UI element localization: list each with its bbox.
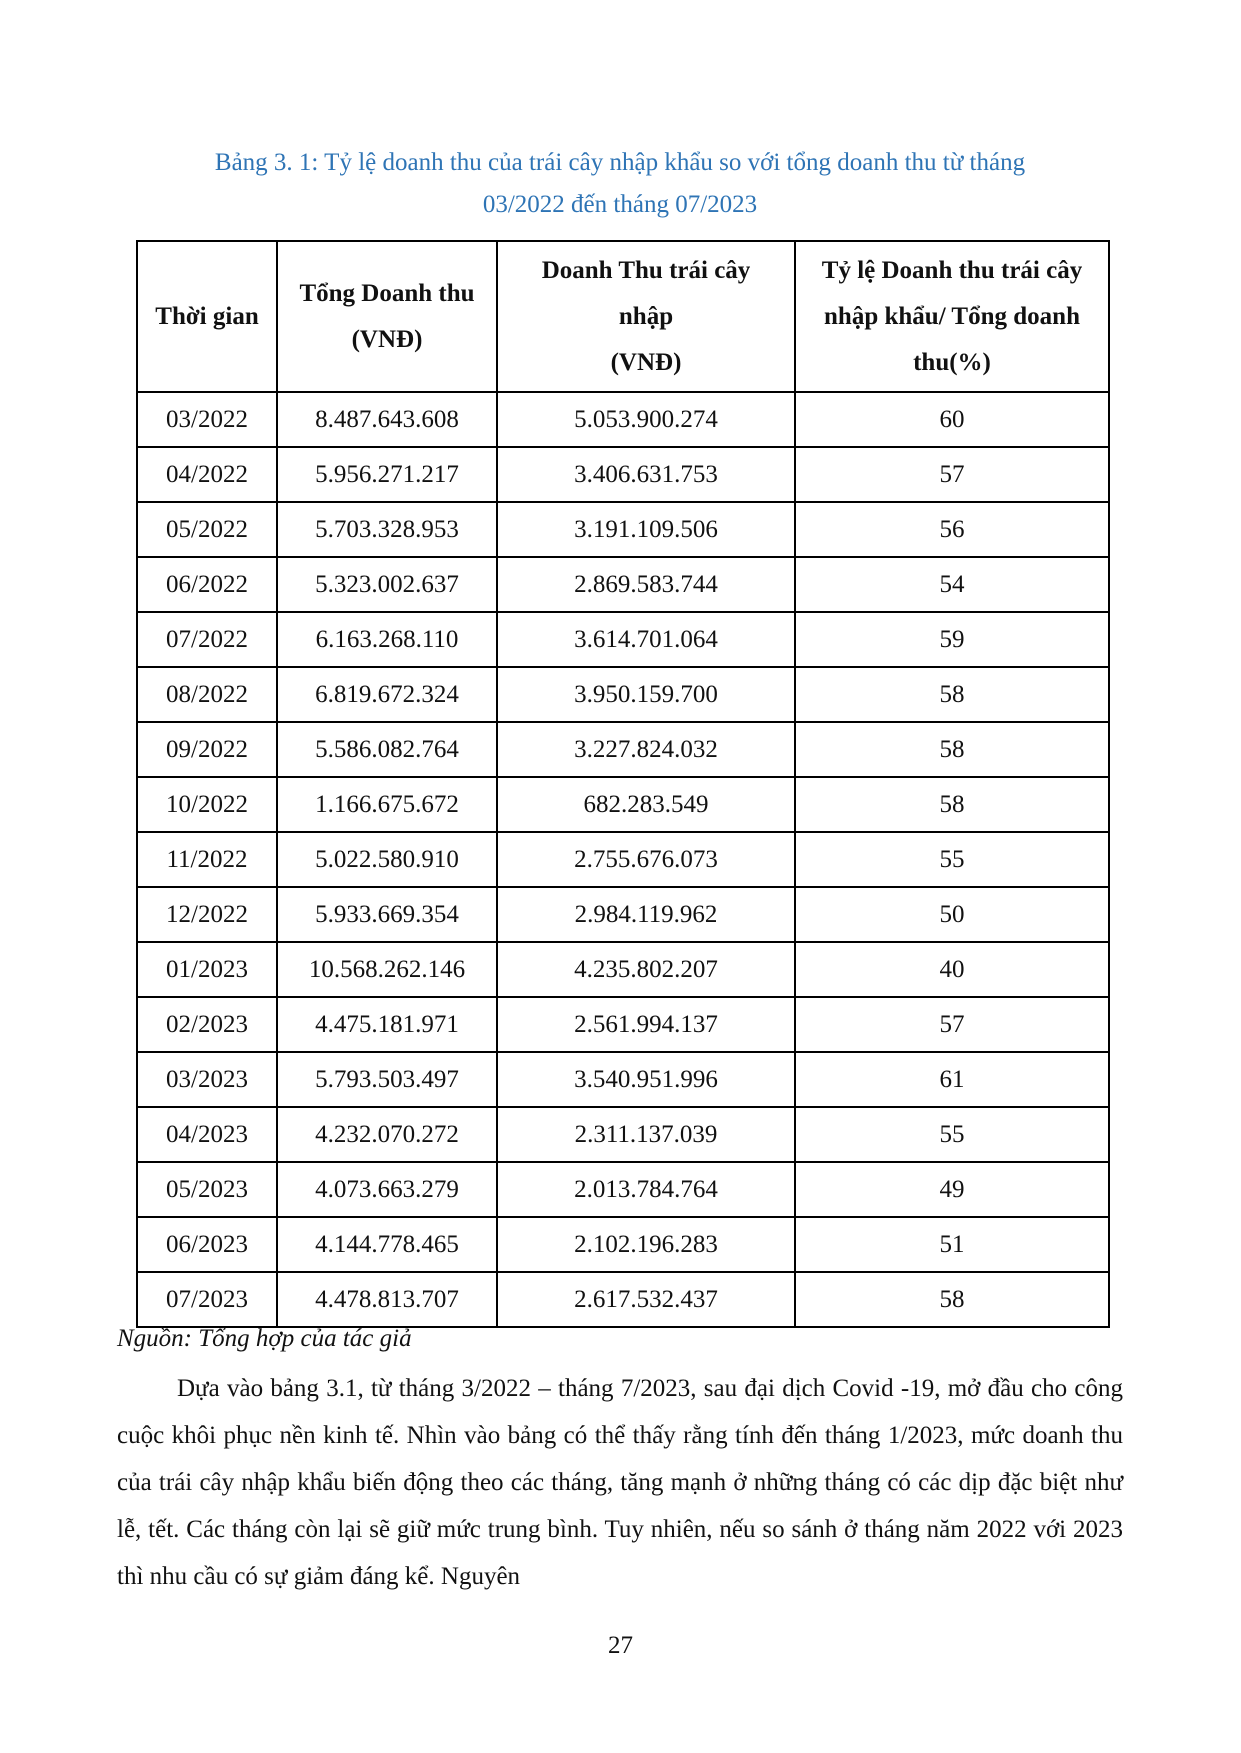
cell-fruit-revenue: 2.102.196.283 [497,1217,795,1272]
cell-time: 03/2023 [137,1052,277,1107]
caption-line-2: 03/2022 đến tháng 07/2023 [482,191,758,218]
cell-time: 10/2022 [137,777,277,832]
table-row [137,1272,1109,1327]
header-total-line-2: (VNĐ) [351,325,423,353]
table-row [137,502,1109,557]
cell-fruit-revenue: 682.283.549 [497,777,795,832]
cell-fruit-revenue: 2.617.532.437 [497,1272,795,1327]
header-ratio-line-3: thu(%) [913,348,991,376]
caption-line-1: Bảng 3. 1: Tỷ lệ doanh thu của trái cây nhập khẩu so với tổng doanh thu từ tháng [214,149,1026,176]
cell-time: 03/2022 [137,392,277,447]
cell-total-revenue: 6.819.672.324 [277,667,497,722]
cell-ratio: 51 [795,1217,1109,1272]
table-caption [120,142,1120,226]
cell-time: 06/2023 [137,1217,277,1272]
cell-time: 12/2022 [137,887,277,942]
cell-total-revenue: 4.073.663.279 [277,1162,497,1217]
header-ratio [795,241,1109,392]
header-fruit-line-2: nhập [618,302,674,330]
table-header-row [137,241,1109,392]
cell-ratio: 60 [795,392,1109,447]
cell-ratio: 58 [795,667,1109,722]
table-row [137,1217,1109,1272]
table-row [137,777,1109,832]
table-row [137,997,1109,1052]
cell-total-revenue: 5.793.503.497 [277,1052,497,1107]
cell-time: 07/2023 [137,1272,277,1327]
body-paragraph: Dựa vào bảng 3.1, từ tháng 3/2022 – tháng 7/2023, sau đại dịch Covid -19, mở đầu cho công cuộc khôi phục nền kinh tế. Nhìn vào bảng có thể thấy rằng tính đến tháng 1/2023, mức doanh thu của trái cây nhập khẩu biến động theo các tháng, tăng mạnh ở những tháng có các dịp đặc biệt như lễ, tết. Các tháng còn lại sẽ giữ mức trung bình. Tuy nhiên, nếu so sánh ở tháng năm 2022 với 2023 thì nhu cầu có sự giảm đáng kể. Nguyên [117,1375,1123,1590]
cell-total-revenue: 4.478.813.707 [277,1272,497,1327]
cell-ratio: 40 [795,942,1109,997]
header-total-revenue [277,241,497,392]
cell-fruit-revenue: 3.540.951.996 [497,1052,795,1107]
cell-time: 02/2023 [137,997,277,1052]
cell-total-revenue: 10.568.262.146 [277,942,497,997]
cell-total-revenue: 5.703.328.953 [277,502,497,557]
cell-time: 01/2023 [137,942,277,997]
cell-fruit-revenue: 2.869.583.744 [497,557,795,612]
cell-ratio: 57 [795,447,1109,502]
source-note: Nguồn: Tổng hợp của tác giả [117,1325,412,1352]
table-row [137,722,1109,777]
cell-ratio: 58 [795,1272,1109,1327]
header-time [137,241,277,392]
table-row [137,667,1109,722]
cell-fruit-revenue: 3.227.824.032 [497,722,795,777]
header-fruit-line-1: Doanh Thu trái cây [541,256,751,284]
cell-fruit-revenue: 3.950.159.700 [497,667,795,722]
table-row [137,557,1109,612]
table-row [137,1162,1109,1217]
cell-ratio: 55 [795,1107,1109,1162]
table-row [137,1052,1109,1107]
header-time-label: Thời gian [155,302,259,330]
cell-fruit-revenue: 2.561.994.137 [497,997,795,1052]
cell-ratio: 61 [795,1052,1109,1107]
cell-total-revenue: 5.022.580.910 [277,832,497,887]
cell-total-revenue: 6.163.268.110 [277,612,497,667]
cell-fruit-revenue: 5.053.900.274 [497,392,795,447]
cell-total-revenue: 8.487.643.608 [277,392,497,447]
cell-ratio: 55 [795,832,1109,887]
table-row [137,832,1109,887]
cell-ratio: 50 [795,887,1109,942]
cell-time: 09/2022 [137,722,277,777]
table-row [137,392,1109,447]
cell-time: 08/2022 [137,667,277,722]
cell-ratio: 54 [795,557,1109,612]
cell-time: 11/2022 [137,832,277,887]
header-fruit-revenue [497,241,795,392]
cell-time: 04/2023 [137,1107,277,1162]
header-ratio-line-1: Tỷ lệ Doanh thu trái cây [821,256,1083,284]
header-fruit-line-3: (VNĐ) [610,348,682,376]
cell-ratio: 58 [795,777,1109,832]
revenue-table [136,240,1110,1328]
header-total-line-1: Tổng Doanh thu [299,279,475,307]
cell-fruit-revenue: 3.406.631.753 [497,447,795,502]
cell-fruit-revenue: 2.755.676.073 [497,832,795,887]
cell-time: 05/2022 [137,502,277,557]
cell-time: 06/2022 [137,557,277,612]
cell-time: 04/2022 [137,447,277,502]
cell-ratio: 58 [795,722,1109,777]
cell-total-revenue: 5.323.002.637 [277,557,497,612]
cell-ratio: 49 [795,1162,1109,1217]
cell-total-revenue: 4.144.778.465 [277,1217,497,1272]
cell-total-revenue: 4.475.181.971 [277,997,497,1052]
cell-fruit-revenue: 2.013.784.764 [497,1162,795,1217]
cell-total-revenue: 5.933.669.354 [277,887,497,942]
cell-ratio: 56 [795,502,1109,557]
page-number: 27 [608,1632,633,1659]
cell-fruit-revenue: 2.984.119.962 [497,887,795,942]
cell-fruit-revenue: 3.614.701.064 [497,612,795,667]
table-row [137,1107,1109,1162]
table-row [137,447,1109,502]
cell-total-revenue: 5.586.082.764 [277,722,497,777]
header-ratio-line-2: nhập khẩu/ Tổng doanh [824,302,1080,330]
table-row [137,942,1109,997]
table-row [137,612,1109,667]
table-row [137,887,1109,942]
cell-fruit-revenue: 4.235.802.207 [497,942,795,997]
cell-total-revenue: 5.956.271.217 [277,447,497,502]
cell-total-revenue: 4.232.070.272 [277,1107,497,1162]
cell-total-revenue: 1.166.675.672 [277,777,497,832]
cell-ratio: 59 [795,612,1109,667]
cell-time: 05/2023 [137,1162,277,1217]
cell-time: 07/2022 [137,612,277,667]
cell-ratio: 57 [795,997,1109,1052]
cell-fruit-revenue: 2.311.137.039 [497,1107,795,1162]
cell-fruit-revenue: 3.191.109.506 [497,502,795,557]
